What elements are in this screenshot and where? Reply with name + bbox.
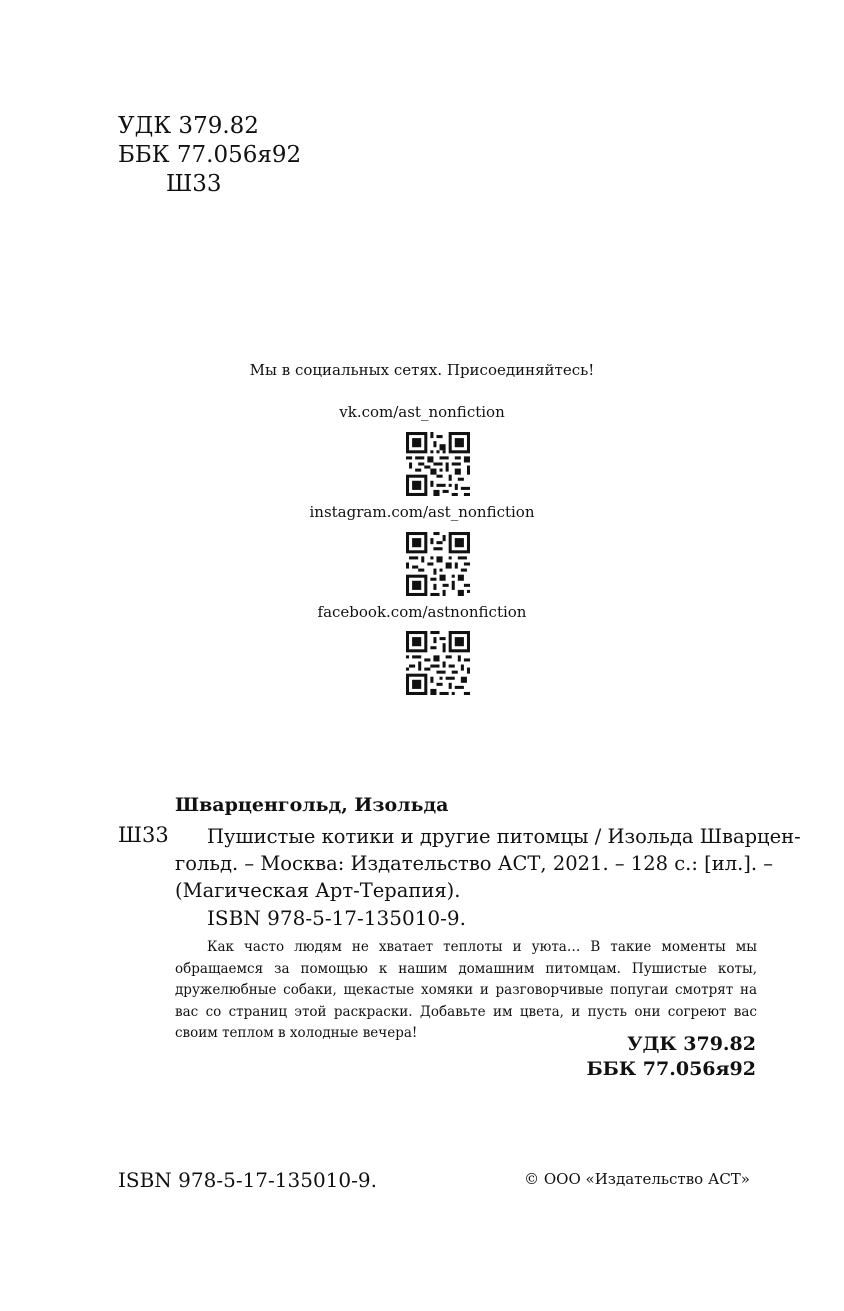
bib-line-3: (Магическая Арт-Терапия). (175, 879, 461, 902)
annotation-text: Как часто людям не хватает теплоты и уюта… В такие моменты мы обращаемся за помощью к нашим домашним питомцам. Пушистые коты, дружелюбные собаки, щекастые хомяки и разговорчивые попугаи смотрят на вас со страниц этой раскраски. Добавьте им цвета, и пусть они согреют вас своим теплом в холодные вечера! (175, 939, 757, 1041)
copyright: © ООО «Издательство АСТ» (524, 1170, 750, 1188)
bibliographic-description (175, 823, 801, 904)
vk-qr-svg (406, 432, 470, 496)
annotation (175, 937, 757, 1045)
qr-code-icon[interactable] (406, 432, 470, 496)
qr-code-icon[interactable] (406, 532, 470, 596)
instagram-link[interactable]: instagram.com/ast_nonfiction (309, 503, 535, 521)
record-isbn: ISBN 978-5-17-135010-9. (207, 906, 466, 930)
udk-code: УДК 379.82 (118, 113, 259, 139)
bib-line-1: Пушистые котики и другие питомцы / Изольда Шварцен- (207, 825, 801, 848)
record-classification (586, 1032, 756, 1082)
footer-isbn: ISBN 978-5-17-135010-9. (118, 1168, 377, 1192)
bib-line-2: гольд. – Москва: Издательство АСТ, 2021. – 128 с.: [ил.]. – (175, 852, 774, 875)
social-heading: Мы в социальных сетях. Присоединяйтесь! (249, 361, 595, 379)
instagram-qr-svg (406, 532, 470, 596)
qr-code-icon[interactable] (406, 631, 470, 695)
facebook-qr-svg (406, 631, 470, 695)
record-udk: УДК 379.82 (627, 1033, 756, 1055)
facebook-link[interactable]: facebook.com/astnonfiction (317, 603, 527, 621)
record-bbk: ББК 77.056я92 (586, 1058, 756, 1080)
bbk-code: ББК 77.056я92 (118, 142, 302, 168)
vk-link[interactable]: vk.com/ast_nonfiction (339, 403, 505, 421)
author-code: Ш33 (166, 171, 222, 197)
classification-block (118, 112, 301, 199)
record-author-code: Ш33 (118, 823, 169, 847)
record-author: Шварценгольд, Изольда (175, 794, 449, 816)
